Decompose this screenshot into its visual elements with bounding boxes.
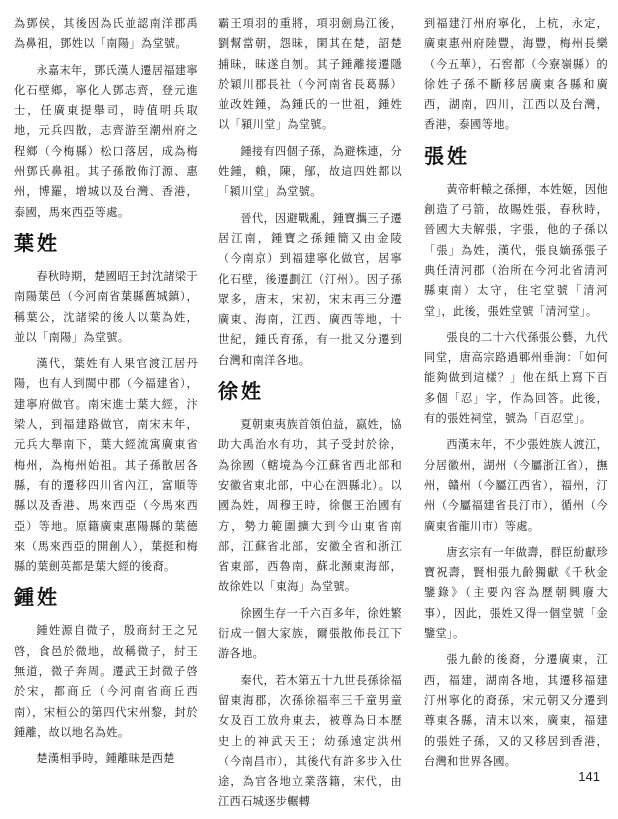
page-number: 141 (578, 769, 600, 784)
section-heading: 葉姓 (14, 230, 60, 255)
body-paragraph: 為鄧侯，其後因為氏並認南洋郡禹為鼻祖，鄧姓以「南陽」為堂號。 (14, 17, 198, 51)
body-paragraph: 楚漢相爭時，鍾離昧是西楚 (36, 752, 175, 766)
text-column-1 (14, 14, 198, 776)
body-paragraph: 徐國生存一千六百多年，徐姓繁衍成一個大家族，爾張散佈長江下游各地。 (218, 606, 402, 661)
body-paragraph: 永嘉末年，鄧氏漢人遷居福建寧化石壁鄉，寧化人鄧志齊，登元進士，任廣東提舉司，時值明兵取地，元兵四散，志齊游至潮州府之程鄉（今梅縣）松口落居，成為梅州鄧氏鼻祖。其子孫散佈汀源、惠州，博羅，增城以及台灣、香港，泰國，馬來西亞等處。 (14, 63, 198, 219)
body-paragraph: 張九齡的後裔，分遷廣東，江西，福建，湖南各地，其遷移福建汀州寧化的裔孫，宋元朝又分遷到尊東各縣，清末以來，廣東，福建的張姓子孫，又的又移居到香港，台灣和世界各國。 (424, 653, 608, 768)
body-paragraph: 張良的二十六代孫張公藝，九代同堂，唐高宗路過鄆州垂詢：「如何能夠做到這樣？」他在紙上寫下百多個「忍」字，作為回答。此後，有的張姓祠堂，號為「百忍堂」。 (424, 330, 608, 426)
body-paragraph: 晉代，因避戰亂，鍾寶攜三子遷居江南，鍾寶之孫鍾簡又由金陵（今南京）到福建寧化做官，居寧化石壁，後遷劃江（汀州）。因子孫眾多，唐末，宋初，宋末再三分遷廣東、海南，江西、廣西等地，十世紀，鍾氏育孫，有一批又分遷到台灣和南洋各地。 (218, 211, 402, 367)
body-paragraph: 唐玄宗有一年做壽，群臣紛獻珍寶祝壽，賢相張九齡獨獻《千秋金鑒錄》（主要內容為歷朝興廢大事），因此，張姓又得一個堂號「金鑒堂」。 (424, 545, 608, 641)
body-paragraph: 夏朝東夷族首領伯益，嬴姓，協助大禹治水有功，其子受封於徐，為徐國（轄境為今江蘇省西北部和安徽省東北部，中心在泗縣北）。以國為姓，周穆王時，徐偃王治國有方，勢力範圍擴大到今山東省南部，江蘇省北部，安徽全省和浙江省東部，西魯南，蘇北瀕東海部，故徐姓以「東海」為堂號。 (218, 418, 402, 594)
text-column-2 (218, 14, 402, 819)
body-paragraph: 秦代，若木第五十九世長孫徐福留東海郡，次孫徐福率三千童男童女及百工放舟東去，被尊為日本歷史上的神武天王；幼孫遠定洪州（今南昌市），其後代有許多步入仕途，為官各地立業落籍，宋代，由江西石城逐步輾轉 (218, 673, 402, 809)
body-paragraph: 鍾姓源自微子，殷商紂王之兄啓，食邑於微地，故稱微子，紂王無道，微子奔周。遷武王封微子啓於宋，都商丘（今河南省商丘西南），宋桓公的第四代宋州黎，封於鍾離，故以地名為姓。 (14, 624, 198, 739)
section-heading: 張姓 (424, 143, 470, 168)
section-heading: 徐姓 (218, 379, 264, 404)
body-paragraph: 春秋時期，楚國昭王封沈諸梁于南陽葉邑（今河南省葉縣舊城鎮），稱葉公，沈諸梁的後人以葉為姓，並以「南陽」為堂號。 (14, 269, 198, 344)
body-paragraph: 漢代，葉姓有人果官渡江居丹陽，也有人到閩中郡（今福建省），建寧府做官。南宋進士葉大經，汴梁人，到福建路做官，南宋末年，元兵大舉南下，葉大經流寓廣東省梅州，為梅州始祖。其子孫散居各縣，有的遷移四川省內江，富順等縣以及香港、馬來西亞（今馬來西亞）等地。原籍廣東惠陽縣的葉德來（馬來西亞的開創人），葉挺和梅縣的葉劍英都是葉大經的後裔。 (14, 357, 198, 574)
body-paragraph: 到福建汀州府寧化，上杭，永定，廣東惠州府陸豐，海豐，梅州長樂（今五華），石窖都（今寮嶺縣）的徐姓子孫不斷移居廣東各縣和廣西，湖南，四川，江西以及台灣，香港，泰國等地。 (424, 17, 608, 132)
text-column-3 (424, 14, 608, 778)
section-heading: 鍾姓 (14, 585, 60, 610)
body-paragraph: 鍾接有四個子孫，為避株連，分姓鍾，賴，陳，鄔，故這四姓都以「潁川堂」為堂號。 (218, 144, 402, 199)
body-paragraph: 霸王項羽的重將，項羽劍鳥江後，劉幫當朝，怨昧，閑其在楚，詔楚捕昧，昧遂自刎。其子鍾離接遷隱於穎川郡長社（今河南省長葛縣）並改姓鍾，為鍾氏的一世祖，鍾姓以「潁川堂」為堂號。 (218, 17, 402, 132)
body-paragraph: 黃帝軒轅之孫揮，本姓姬，因他創造了弓箭，故賜姓張，春秋時，晉國大夫解張，字張，他的子孫以「張」為姓，漢代，張良嫡孫張子典任清河郡（治所在今河北省清河縣東南）太守，住宅堂號「清河堂」，此後，張姓堂號「清河堂」。 (424, 182, 608, 318)
body-paragraph: 西漢末年，不少張姓族人渡江，分居徽州，湖州（今屬浙江省），撫州，贛州（今屬江西省），福州，汀州（今屬福建省長汀市），循州（今廣東省龍川市）等處。 (424, 438, 608, 533)
